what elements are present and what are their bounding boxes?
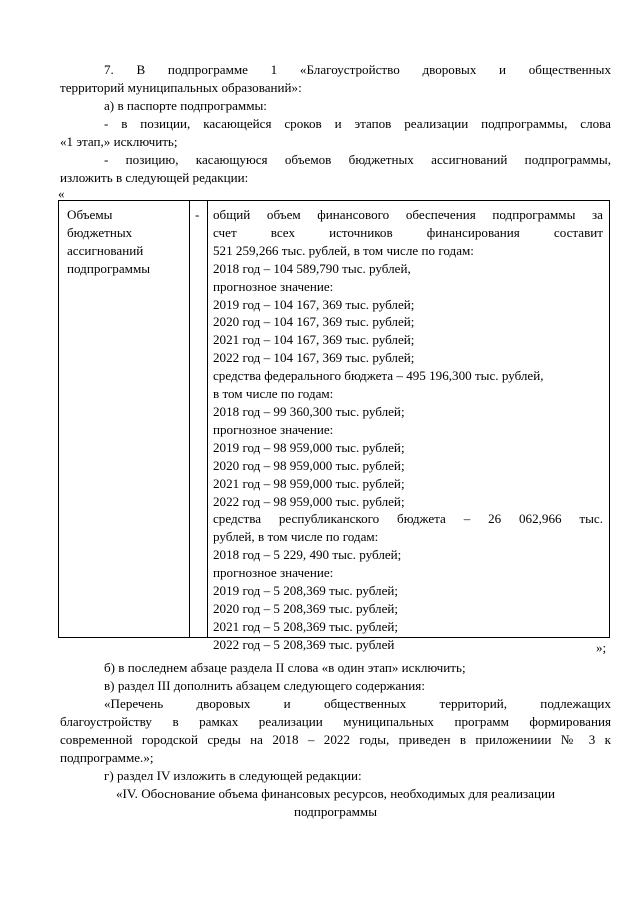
content-line: счет всех источников финансирования составит: [213, 224, 603, 240]
content-line: рублей, в том числе по годам:: [213, 529, 379, 545]
subitem-g: г) раздел IV изложить в следующей редакции:: [104, 768, 362, 783]
label-line: ассигнований: [67, 242, 144, 258]
table-content-cell: [213, 206, 603, 654]
open-quote: «: [58, 186, 65, 201]
content-line: 2019 год – 98 959,000 тыс. рублей;: [213, 439, 405, 455]
section-heading-line1: «IV. Обоснование объема финансовых ресурсов, необходимых для реализации: [115, 786, 556, 801]
table-divider-2: [207, 201, 208, 637]
label-line: подпрограммы: [67, 260, 151, 276]
content-line: 2018 год – 99 360,300 тыс. рублей;: [213, 403, 405, 419]
content-line: 2020 год – 104 167, 369 тыс. рублей;: [213, 314, 415, 330]
subitem-a: а) в паспорте подпрограммы:: [104, 98, 267, 113]
label-line: Объемы: [67, 207, 113, 222]
territories-list-line3: современной городской среды на 2018 – 2022 годы, приведен в приложениии № 3 к: [60, 732, 611, 747]
content-line: 2022 год – 104 167, 369 тыс. рублей;: [213, 350, 415, 366]
content-line: 2022 год – 98 959,000 тыс. рублей;: [213, 493, 405, 509]
position1-line2: «1 этап,» исключить;: [60, 134, 178, 149]
content-line: 521 259,266 тыс. рублей, в том числе по годам:: [213, 242, 474, 258]
territories-list-line2: благоустройству в рамках реализации муниципальных программ формирования: [60, 714, 611, 729]
item7-line1: 7. В подпрограмме 1 «Благоустройство дворовых и общественных: [104, 62, 611, 77]
content-line: средства республиканского бюджета – 26 062,966 тыс.: [213, 511, 603, 527]
dash-cell: -: [195, 207, 200, 222]
close-quote: »;: [596, 640, 607, 655]
section-heading-line2: подпрограммы: [293, 804, 378, 819]
item7-line2: территорий муниципальных образований»:: [60, 80, 302, 95]
table-divider-1: [189, 201, 190, 637]
content-line: 2019 год – 104 167, 369 тыс. рублей;: [213, 296, 415, 312]
content-line: прогнозное значение:: [213, 421, 334, 437]
content-line: 2021 год – 98 959,000 тыс. рублей;: [213, 475, 405, 491]
territories-list-line1: «Перечень дворовых и общественных территорий, подлежащих: [104, 696, 611, 711]
content-line: 2020 год – 5 208,369 тыс. рублей;: [213, 600, 399, 616]
content-line: 2021 год – 5 208,369 тыс. рублей;: [213, 618, 399, 634]
subitem-v: в) раздел III дополнить абзацем следующего содержания:: [104, 678, 425, 693]
content-line: прогнозное значение:: [213, 565, 334, 581]
position1-line1: - в позиции, касающейся сроков и этапов реализации подпрограммы, слова: [104, 116, 611, 131]
content-line: 2021 год – 104 167, 369 тыс. рублей;: [213, 332, 415, 348]
table-label-cell: [67, 206, 150, 278]
position2-line1: - позицию, касающуюся объемов бюджетных ассигнований подпрограммы,: [104, 152, 611, 167]
content-line: в том числе по годам:: [213, 386, 334, 402]
content-line: 2019 год – 5 208,369 тыс. рублей;: [213, 583, 399, 599]
content-line: 2022 год – 5 208,369 тыс. рублей: [213, 636, 395, 652]
content-line: прогнозное значение:: [213, 278, 334, 294]
subitem-b: б) в последнем абзаце раздела II слова «в один этап» исключить;: [104, 660, 466, 675]
content-line: 2018 год – 5 229, 490 тыс. рублей;: [213, 547, 402, 563]
territories-list-line4: подпрограмме.»;: [60, 750, 154, 765]
content-line: 2018 год – 104 589,790 тыс. рублей,: [213, 260, 411, 276]
content-line: 2020 год – 98 959,000 тыс. рублей;: [213, 457, 405, 473]
position2-line2: изложить в следующей редакции:: [60, 170, 249, 185]
content-line: общий объем финансового обеспечения подпрограммы за: [213, 207, 603, 222]
content-line: средства федерального бюджета – 495 196,300 тыс. рублей,: [213, 368, 544, 384]
budget-allocations-table: [58, 200, 610, 652]
label-line: бюджетных: [67, 224, 133, 240]
